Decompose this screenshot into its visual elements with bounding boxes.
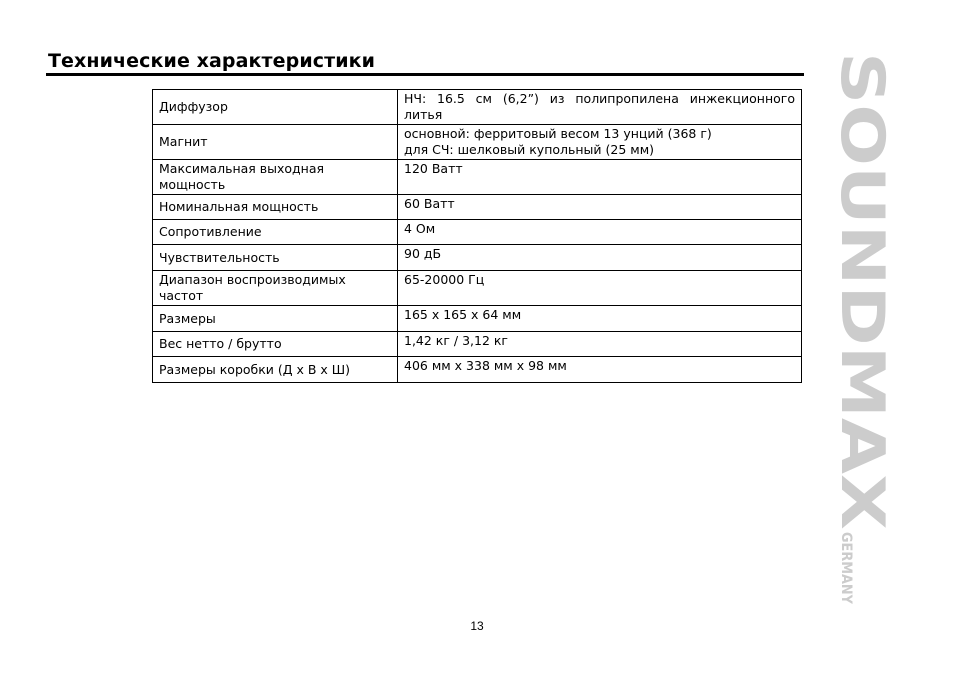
table-row xyxy=(153,125,802,160)
table-row xyxy=(153,220,802,245)
page-number: 13 xyxy=(470,619,484,633)
table-row xyxy=(153,90,802,125)
table-row xyxy=(153,357,802,383)
table-row xyxy=(153,245,802,271)
spec-value: 1,42 кг / 3,12 кг xyxy=(398,332,802,357)
page-heading: Технические характеристики xyxy=(48,50,376,72)
spec-value: 60 Ватт xyxy=(398,195,802,220)
table-row xyxy=(153,160,802,195)
soundmax-logo xyxy=(827,40,900,611)
spec-value-line: основной: ферритовый весом 13 унций (368 г) xyxy=(404,126,712,141)
spec-value: 65-20000 Гц xyxy=(398,271,802,306)
spec-label: Номинальная мощность xyxy=(153,195,398,220)
table-row xyxy=(153,306,802,332)
logo-brand-text: SOUNDMAX xyxy=(827,52,897,448)
spec-value: 120 Ватт xyxy=(398,160,802,195)
spec-value xyxy=(398,125,802,160)
spec-label: Размеры xyxy=(153,306,398,332)
table-row xyxy=(153,332,802,357)
spec-label: Сопротивление xyxy=(153,220,398,245)
heading-rule xyxy=(46,73,804,76)
spec-label: Вес нетто / брутто xyxy=(153,332,398,357)
spec-value: 90 дБ xyxy=(398,245,802,271)
spec-label: Диапазон воспроизводимых частот xyxy=(153,271,398,306)
spec-value: 165 x 165 x 64 мм xyxy=(398,306,802,332)
spec-value: 406 мм x 338 мм x 98 мм xyxy=(398,357,802,383)
table-row xyxy=(153,271,802,306)
logo-sub-text: GERMANY xyxy=(838,532,854,611)
spec-label: Магнит xyxy=(153,125,398,160)
spec-label: Максимальная выходная мощность xyxy=(153,160,398,195)
spec-value-line: для СЧ: шелковый купольный (25 мм) xyxy=(404,142,655,157)
table-row xyxy=(153,195,802,220)
specifications-table xyxy=(152,89,802,383)
spec-label: Размеры коробки (Д х В х Ш) xyxy=(153,357,398,383)
spec-value: 4 Ом xyxy=(398,220,802,245)
spec-label: Чувствительность xyxy=(153,245,398,271)
spec-label: Диффузор xyxy=(153,90,398,125)
spec-value: НЧ: 16.5 см (6,2”) из полипропилена инжекционного литья xyxy=(398,90,802,125)
